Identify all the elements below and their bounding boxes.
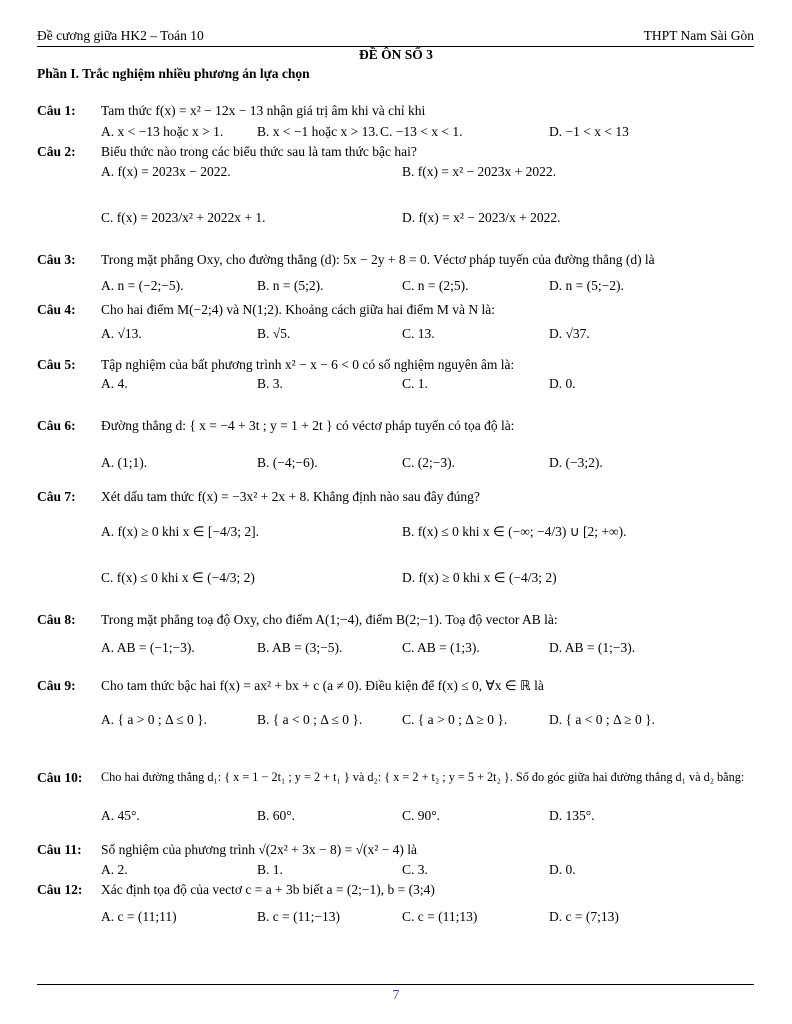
- question-label: Câu 2:: [37, 144, 76, 159]
- question-text: Trong mặt phẳng toạ độ Oxy, cho điểm A(1;−4), điểm B(2;−1). Toạ độ vector AB là:: [101, 612, 558, 627]
- answer-option[interactable]: A. 4.: [101, 376, 128, 391]
- answer-option[interactable]: B. { a < 0 ; Δ ≤ 0 }.: [257, 712, 363, 727]
- answer-option[interactable]: B. x < −1 hoặc x > 13.: [257, 124, 379, 139]
- answer-option[interactable]: A. AB = (−1;−3).: [101, 640, 195, 655]
- answer-option[interactable]: C. { a > 0 ; Δ ≥ 0 }.: [402, 712, 508, 727]
- question-text: Cho tam thức bậc hai f(x) = ax² + bx + c (a ≠ 0). Điều kiện để f(x) ≤ 0, ∀x ∈ ℝ là: [101, 678, 544, 693]
- question-text: Cho hai đường thẳng d₁: { x = 1 − 2t₁ ; y = 2 + t₁ } và d₂: { x = 2 + t₂ ; y = 5 + 2t₂ }. Số đo góc giữa hai đường thẳng d₁ và d₂ bằng:: [101, 770, 745, 784]
- question-label: Câu 3:: [37, 252, 76, 267]
- answer-option[interactable]: B. n = (5;2).: [257, 278, 324, 293]
- answer-option[interactable]: C. c = (11;13): [402, 909, 478, 924]
- question-text: Biểu thức nào trong các biểu thức sau là tam thức bậc hai?: [101, 144, 417, 159]
- answer-option[interactable]: D. 0.: [549, 862, 576, 877]
- answer-option[interactable]: D. n = (5;−2).: [549, 278, 624, 293]
- question-text: Xác định tọa độ của vectơ c = a + 3b biết a = (2;−1), b = (3;4): [101, 882, 435, 897]
- answer-option[interactable]: A. { a > 0 ; Δ ≤ 0 }.: [101, 712, 208, 727]
- answer-option[interactable]: A. 45°.: [101, 808, 140, 823]
- answer-option[interactable]: B. 1.: [257, 862, 283, 877]
- part-heading: Phần I. Trắc nghiệm nhiều phương án lựa chọn: [37, 66, 310, 81]
- answer-option[interactable]: B. f(x) = x² − 2023x + 2022.: [402, 164, 557, 179]
- question-label: Câu 6:: [37, 418, 76, 433]
- question-label: Câu 9:: [37, 678, 76, 693]
- answer-option[interactable]: B. 3.: [257, 376, 283, 391]
- answer-option[interactable]: A. 2.: [101, 862, 128, 877]
- question-text: Đường thẳng d: { x = −4 + 3t ; y = 1 + 2t } có véctơ pháp tuyến có tọa độ là:: [101, 418, 515, 433]
- answer-option[interactable]: A. (1;1).: [101, 455, 148, 470]
- question-label: Câu 7:: [37, 489, 76, 504]
- question-text: Tam thức f(x) = x² − 12x − 13 nhận giá trị âm khi và chỉ khi: [101, 103, 426, 118]
- question-label: Câu 4:: [37, 302, 76, 317]
- answer-option[interactable]: D. 0.: [549, 376, 576, 391]
- answer-option[interactable]: C. AB = (1;3).: [402, 640, 480, 655]
- answer-option[interactable]: D. f(x) ≥ 0 khi x ∈ (−4/3; 2): [402, 570, 557, 585]
- question-text: Số nghiệm của phương trình √(2x² + 3x − 8) = √(x² − 4) là: [101, 842, 418, 857]
- answer-option[interactable]: D. 135°.: [549, 808, 595, 823]
- answer-option[interactable]: C. n = (2;5).: [402, 278, 469, 293]
- answer-option[interactable]: C. f(x) = 2023/x² + 2022x + 1.: [101, 210, 266, 225]
- answer-option[interactable]: B. √5.: [257, 326, 291, 341]
- question-label: Câu 11:: [37, 842, 82, 857]
- answer-option[interactable]: D. f(x) = x² − 2023/x + 2022.: [402, 210, 561, 225]
- answer-option[interactable]: C. f(x) ≤ 0 khi x ∈ (−4/3; 2): [101, 570, 255, 585]
- answer-option[interactable]: A. √13.: [101, 326, 142, 341]
- header-left: Đề cương giữa HK2 – Toán 10: [37, 28, 204, 43]
- answer-option[interactable]: C. (2;−3).: [402, 455, 455, 470]
- question-label: Câu 1:: [37, 103, 76, 118]
- page-header: [37, 28, 754, 47]
- question-text: Tập nghiệm của bất phương trình x² − x − 6 < 0 có số nghiệm nguyên âm là:: [101, 357, 515, 372]
- page-number: 7: [392, 987, 400, 1002]
- answer-option[interactable]: A. f(x) ≥ 0 khi x ∈ [−4/3; 2].: [101, 524, 260, 539]
- question-text: Xét dấu tam thức f(x) = −3x² + 2x + 8. Khẳng định nào sau đây đúng?: [101, 489, 480, 504]
- question-label: Câu 12:: [37, 882, 83, 897]
- answer-option[interactable]: D. { a < 0 ; Δ ≥ 0 }.: [549, 712, 656, 727]
- answer-option[interactable]: A. x < −13 hoặc x > 1.: [101, 124, 224, 139]
- answer-option[interactable]: D. −1 < x < 13: [549, 124, 629, 139]
- answer-option[interactable]: C. 3.: [402, 862, 428, 877]
- answer-option[interactable]: C. 13.: [402, 326, 435, 341]
- answer-option[interactable]: B. (−4;−6).: [257, 455, 318, 470]
- footer-divider: [37, 984, 754, 985]
- answer-option[interactable]: A. c = (11;11): [101, 909, 177, 924]
- question-text: Cho hai điểm M(−2;4) và N(1;2). Khoảng cách giữa hai điểm M và N là:: [101, 302, 495, 317]
- question-label: Câu 5:: [37, 357, 76, 372]
- header-right: THPT Nam Sài Gòn: [643, 28, 754, 43]
- question-label: Câu 10:: [37, 770, 83, 785]
- answer-option[interactable]: C. 90°.: [402, 808, 441, 823]
- exam-title: ĐỀ ÔN SỐ 3: [359, 47, 433, 62]
- answer-option[interactable]: B. AB = (3;−5).: [257, 640, 343, 655]
- question-text: Trong mặt phẳng Oxy, cho đường thẳng (d): 5x − 2y + 8 = 0. Véctơ pháp tuyến của đường thẳng (d) là: [101, 252, 655, 267]
- answer-option[interactable]: B. f(x) ≤ 0 khi x ∈ (−∞; −4/3) ∪ [2; +∞).: [402, 524, 627, 539]
- answer-option[interactable]: D. c = (7;13): [549, 909, 619, 924]
- answer-option[interactable]: C. −13 < x < 1.: [380, 124, 463, 139]
- question-label: Câu 8:: [37, 612, 76, 627]
- answer-option[interactable]: D. AB = (1;−3).: [549, 640, 636, 655]
- answer-option[interactable]: A. f(x) = 2023x − 2022.: [101, 164, 231, 179]
- answer-option[interactable]: B. c = (11;−13): [257, 909, 340, 924]
- answer-option[interactable]: B. 60°.: [257, 808, 296, 823]
- answer-option[interactable]: D. √37.: [549, 326, 590, 341]
- answer-option[interactable]: C. 1.: [402, 376, 428, 391]
- answer-option[interactable]: D. (−3;2).: [549, 455, 603, 470]
- answer-option[interactable]: A. n = (−2;−5).: [101, 278, 184, 293]
